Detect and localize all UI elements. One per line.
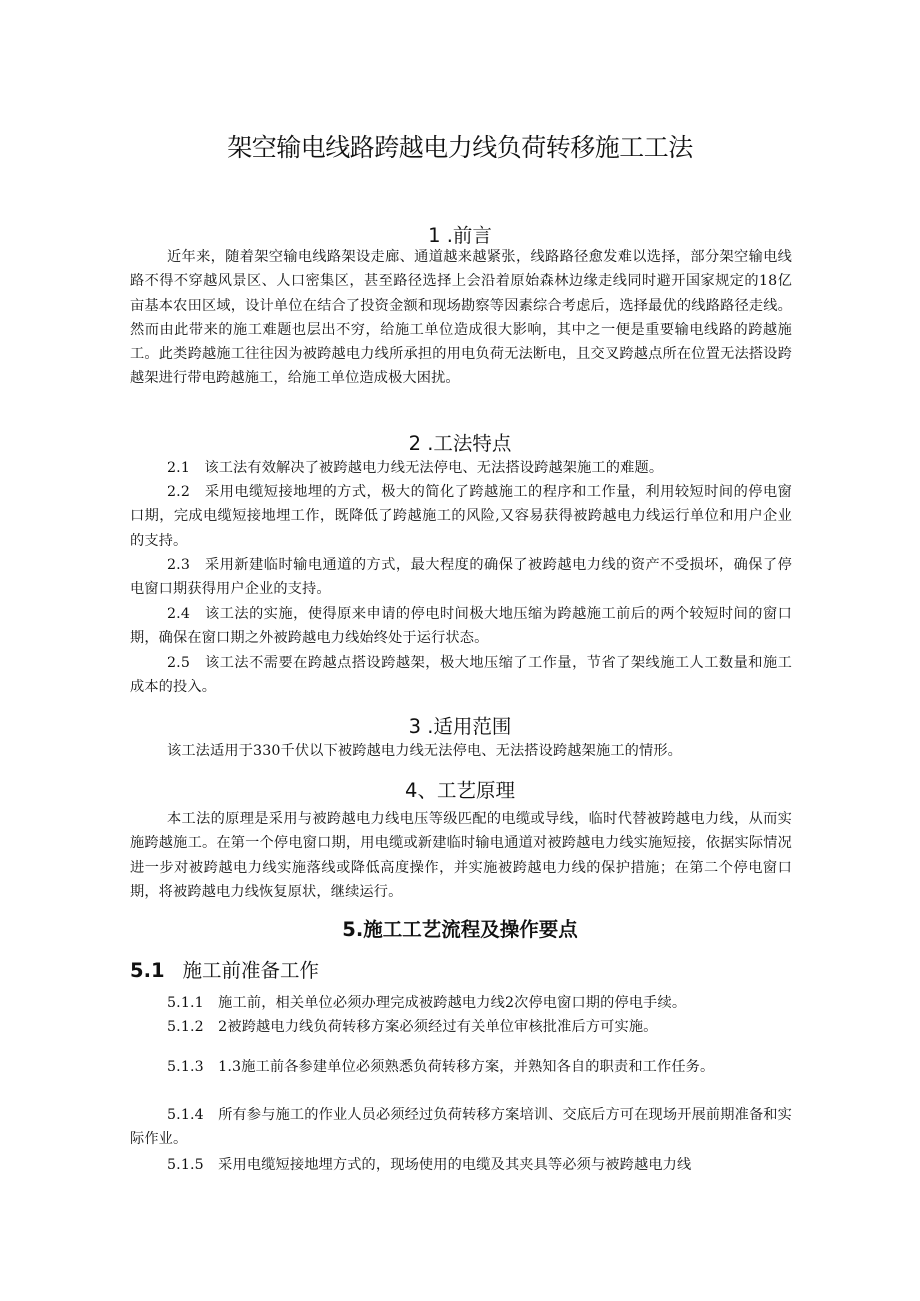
paragraph: 近年来，随着架空输电线路架设走廊、通道越来越紧张，线路路径愈发难以选择，部分架空输电线路不得不穿越风景区、人口密集区，甚至路径选择上会沿着原始森林边缘走线同时避开国家规定的18亿亩基本农田区域，设计单位在结合了投资金额和现场勘察等因素综合考虑后，选择最优的线路路径走线。然而由此带来的施工难题也层出不穷，给施工单位造成很大影响，其中之一便是重要输电线路的跨越施工。此类跨越施工往往因为被跨越电力线所承担的用电负荷无法断电，且交叉跨越点所在位置无法搭设跨越架进行带电跨越施工，给施工单位造成极大困扰。	[130, 249, 792, 387]
paragraph: 5.1.3 1.3施工前各参建单位必须熟悉负荷转移方案，并熟知各自的职责和工作任务。	[167, 1059, 715, 1075]
section-heading-principle: 4、工艺原理	[405, 779, 515, 802]
paragraph: 5.1.1 施工前，相关单位必须办理完成被跨越电力线2次停电窗口期的停电手续。	[167, 995, 687, 1011]
paragraph: 5.1.2 2被跨越电力线负荷转移方案必须经过有关单位审核批准后方可实施。	[167, 1019, 658, 1035]
section-heading-preface: 1 .前言	[428, 224, 492, 247]
paragraph: 2.4 该工法的实施，使得原来申请的停电时间极大地压缩为跨越施工前后的两个较短时间的窗口期，确保在窗口期之外被跨越电力线始终处于运行状态。	[130, 606, 792, 647]
subsection-heading	[130, 955, 319, 983]
paragraph: 2.1 该工法有效解决了被跨越电力线无法停电、无法搭设跨越架施工的难题。	[167, 460, 664, 476]
paragraph: 2.3 采用新建临时输电通道的方式，最大程度的确保了被跨越电力线的资产不受损坏，确保了停电窗口期获得用户企业的支持。	[130, 557, 792, 598]
paragraph: 本工法的原理是采用与被跨越电力线电压等级匹配的电缆或导线，临时代替被跨越电力线，从而实施跨越施工。在第一个停电窗口期，用电缆或新建临时输电通道对被跨越电力线实施短接，依据实际情况进一步对被跨越电力线实施落线或降低高度操作，并实施被跨越电力线的保护措施；在第二个停电窗口期，将被跨越电力线恢复原状，继续运行。	[130, 811, 792, 900]
section-heading-process: 5.施工工艺流程及操作要点	[342, 918, 578, 941]
document-title: 架空输电线路跨越电力线负荷转移施工工法	[227, 133, 693, 162]
paragraph: 2.2 采用电缆短接地埋的方式，极大的简化了跨越施工的程序和工作量，利用较短时间的停电窗口期，完成电缆短接地埋工作，既降低了跨越施工的风险,又容易获得被跨越电力线运行单位和用户企业的支持。	[130, 484, 792, 549]
paragraph: 5.1.5 采用电缆短接地埋方式的，现场使用的电缆及其夹具等必须与被跨越电力线	[167, 1157, 692, 1173]
subsection-number: 5.1	[130, 959, 165, 982]
paragraph: 2.5 该工法不需要在跨越点搭设跨越架，极大地压缩了工作量，节省了架线施工人工数量和施工成本的投入。	[130, 655, 792, 696]
paragraph: 该工法适用于330千伏以下被跨越电力线无法停电、无法搭设跨越架施工的情形。	[167, 743, 683, 759]
section-heading-features: 2 .工法特点	[408, 432, 512, 455]
section-heading-scope: 3 .适用范围	[408, 715, 512, 738]
paragraph: 5.1.4 所有参与施工的作业人员必须经过负荷转移方案培训、交底后方可在现场开展前期准备和实际作业。	[130, 1107, 792, 1148]
subsection-title: 施工前准备工作	[182, 959, 320, 982]
